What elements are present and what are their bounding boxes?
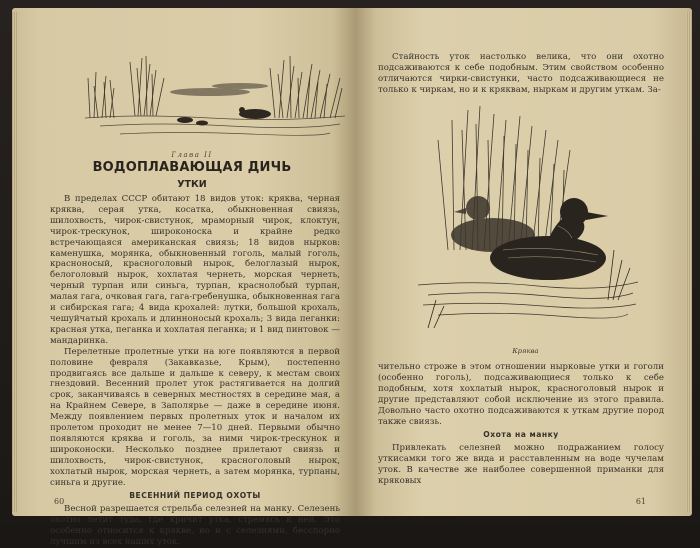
right-page-top-text: [378, 52, 664, 96]
body-paragraph: Весной разрешается стрельба селезней на манку. Селезень охотно летит туда, где кричит утка, стремясь к ней. Это особенно относится к крякве, но и с селезнями, бесспорно лучшим из всех наших уток.: [50, 504, 340, 548]
left-page: [12, 8, 356, 548]
page-number-left: 60: [54, 497, 65, 506]
body-paragraph: Перелетные пролетные утки на юге появляются в первой половине февраля (Закавказье, Крым), постепенно продвигаясь все дальше и дальше к северу, к местам своих гнездовий. Весенний пролет уток растягивается на долгий срок, заканчиваясь в северных местностях в середине мая, а на Крайнем Севере, в Заполярье — даже в середине июня. Между появлением первых пролетных уток и началом их пролетом проходит не менее 7—10 дней. Первыми обычно появляются кряква и гоголь, за ними чирок-трескунок и широконоски. Несколько позднее прилетают свиязь и шилохвость, чирок-свистунок, красноголовый нырок, хохлатый нырок, морская чернеть, а затем морянка, турпаны, синьга и другие.: [50, 346, 340, 488]
chapter-label: Глава II: [171, 151, 213, 159]
figure-caption: Кряква: [512, 347, 539, 355]
section-heading-spring-hunting: ВЕСЕННИЙ ПЕРИОД ОХОТЫ: [129, 491, 261, 501]
chapter-title: ВОДОПЛАВАЮЩАЯ ДИЧЬ: [92, 160, 292, 175]
marsh-headpiece-illustration: [80, 48, 350, 143]
right-page-edges: [686, 12, 692, 512]
body-paragraph: чительно строже в этом отношении нырковые утки и гоголи (особенно гоголь), подсаживающиеся только к себе подобным, хотя хохлатый нырок, красноголовый нырок и другие представляют собой исключение из этого правила. Довольно часто охотно подсаживаются к уткам другие пород также свиязь.: [378, 362, 664, 427]
left-page-body: [50, 194, 340, 548]
section-heading-decoy-hunting: Охота на манку: [483, 430, 559, 440]
page-number-right: 61: [635, 497, 646, 506]
mallard-duck-illustration: [408, 100, 643, 340]
right-page: [356, 8, 692, 516]
section-subtitle-ducks: УТКИ: [177, 179, 207, 190]
left-page-edges: [12, 12, 18, 512]
open-book: [12, 8, 692, 548]
right-page-bottom-text: [378, 362, 664, 487]
body-paragraph: Привлекать селезней можно подражанием голосу уткисамки того же вида и расставленным на воде чучелам уток. В качестве же наиболее совершенной приманки для кряковых: [378, 443, 664, 487]
body-paragraph: Стайность уток настолько велика, что они охотно подсаживаются к себе подобным. Этим свойством особенно отличаются чирки-свистунки, часто подсаживающиеся не только к чиркам, но и к кряквам, ныркам и другим уткам. За-: [378, 52, 664, 95]
body-paragraph: В пределах СССР обитают 18 видов уток: кряква, черная кряква, серая утка, косатка, обыкновенная свиязь, шилохвость, чирок-свистунок, мраморный чирок, клоктун, чирок-трескунок, широконоска и крайне редко встречающаяся американская свиязь; 18 видов нырков: каменушка, морянка, обыкновенный гоголь, малый гоголь, красноносый, красноголовый нырок, белоглазый нырок, белоголовый нырок, хохлатая чернеть, морская чернеть, черный турпан или синьга, турпан, краснолобый турпан, малая гага, очковая гага, гага-гребенушка, обыкновенная гага и сибирская гага; 4 вида крохалей: лутки, большой крохаль, чешуйчатый крохаль и длинноносый крохаль; 3 вида пеганки: красная утка, пеганка и хохлатая пеганка; и 1 вид пинтовок — мандаринка.: [50, 194, 340, 346]
